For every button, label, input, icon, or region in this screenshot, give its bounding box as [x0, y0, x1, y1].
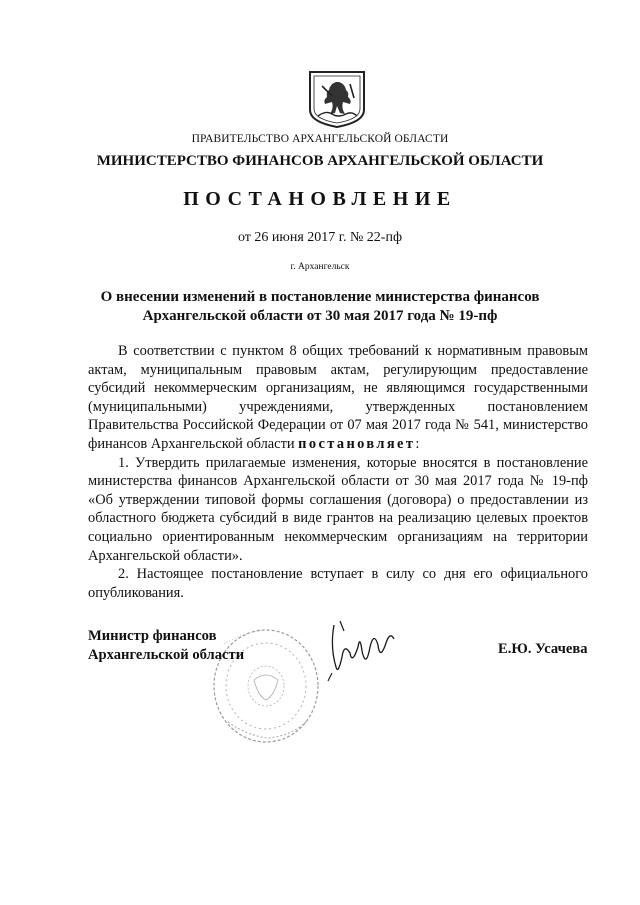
decree-body [88, 342, 588, 602]
item-2-paragraph: 2. Настоящее постановление вступает в силу со дня его официального опубликования. [88, 566, 588, 601]
date-and-number: от 26 июня 2017 г. № 22-пф [237, 230, 403, 245]
preamble-paragraph [88, 342, 588, 454]
resolves-colon: : [415, 435, 420, 452]
decree-subject [60, 288, 580, 326]
signatory-title-line-1: Министр финансов [88, 628, 217, 644]
coat-of-arms-emblem [302, 70, 372, 128]
signatory-title [88, 627, 244, 665]
city-name: г. Архангельск [290, 262, 350, 272]
signatory-name: Е.Ю. Усачева [498, 641, 588, 657]
official-seal-stamp [204, 604, 324, 746]
signatory-title-line-2: Архангельской области [88, 647, 245, 663]
subject-line-1: О внесении изменений в постановление министерства финансов [100, 289, 540, 305]
subject-line-2: Архангельской области от 30 мая 2017 года № 19-пф [142, 308, 498, 324]
resolves-word: постановляет [298, 435, 416, 452]
document-type-title: ПОСТАНОВЛЕНИЕ [183, 188, 457, 210]
preamble-text: В соответствии с пунктом 8 общих требований к нормативным правовым актам, муниципальным правовым актам, регулирующим предоставление субсидий некоммерческим организациям, не являющимся государственными (муниципальными) учреждениями, утвержденных постановлением Правительства Российской Федерации от 07 мая 2017 года № 541, министерство финансов Архангельской области [88, 343, 588, 452]
ministry-name: МИНИСТЕРСТВО ФИНАНСОВ АРХАНГЕЛЬСКОЙ ОБЛАСТИ [96, 153, 544, 169]
handwritten-signature [322, 617, 402, 687]
government-name: ПРАВИТЕЛЬСТВО АРХАНГЕЛЬСКОЙ ОБЛАСТИ [191, 133, 449, 145]
item-1-paragraph: 1. Утвердить прилагаемые изменения, которые вносятся в постановление министерства финансов Архангельской области от 30 мая 2017 года № 19-пф «Об утверждении типовой формы соглашения (договора) о предоставлении из областного бюджета субсидий в виде грантов на реализацию целевых проектов социально ориентированным некоммерческим организациям на территории Архангельской области». [88, 454, 588, 564]
